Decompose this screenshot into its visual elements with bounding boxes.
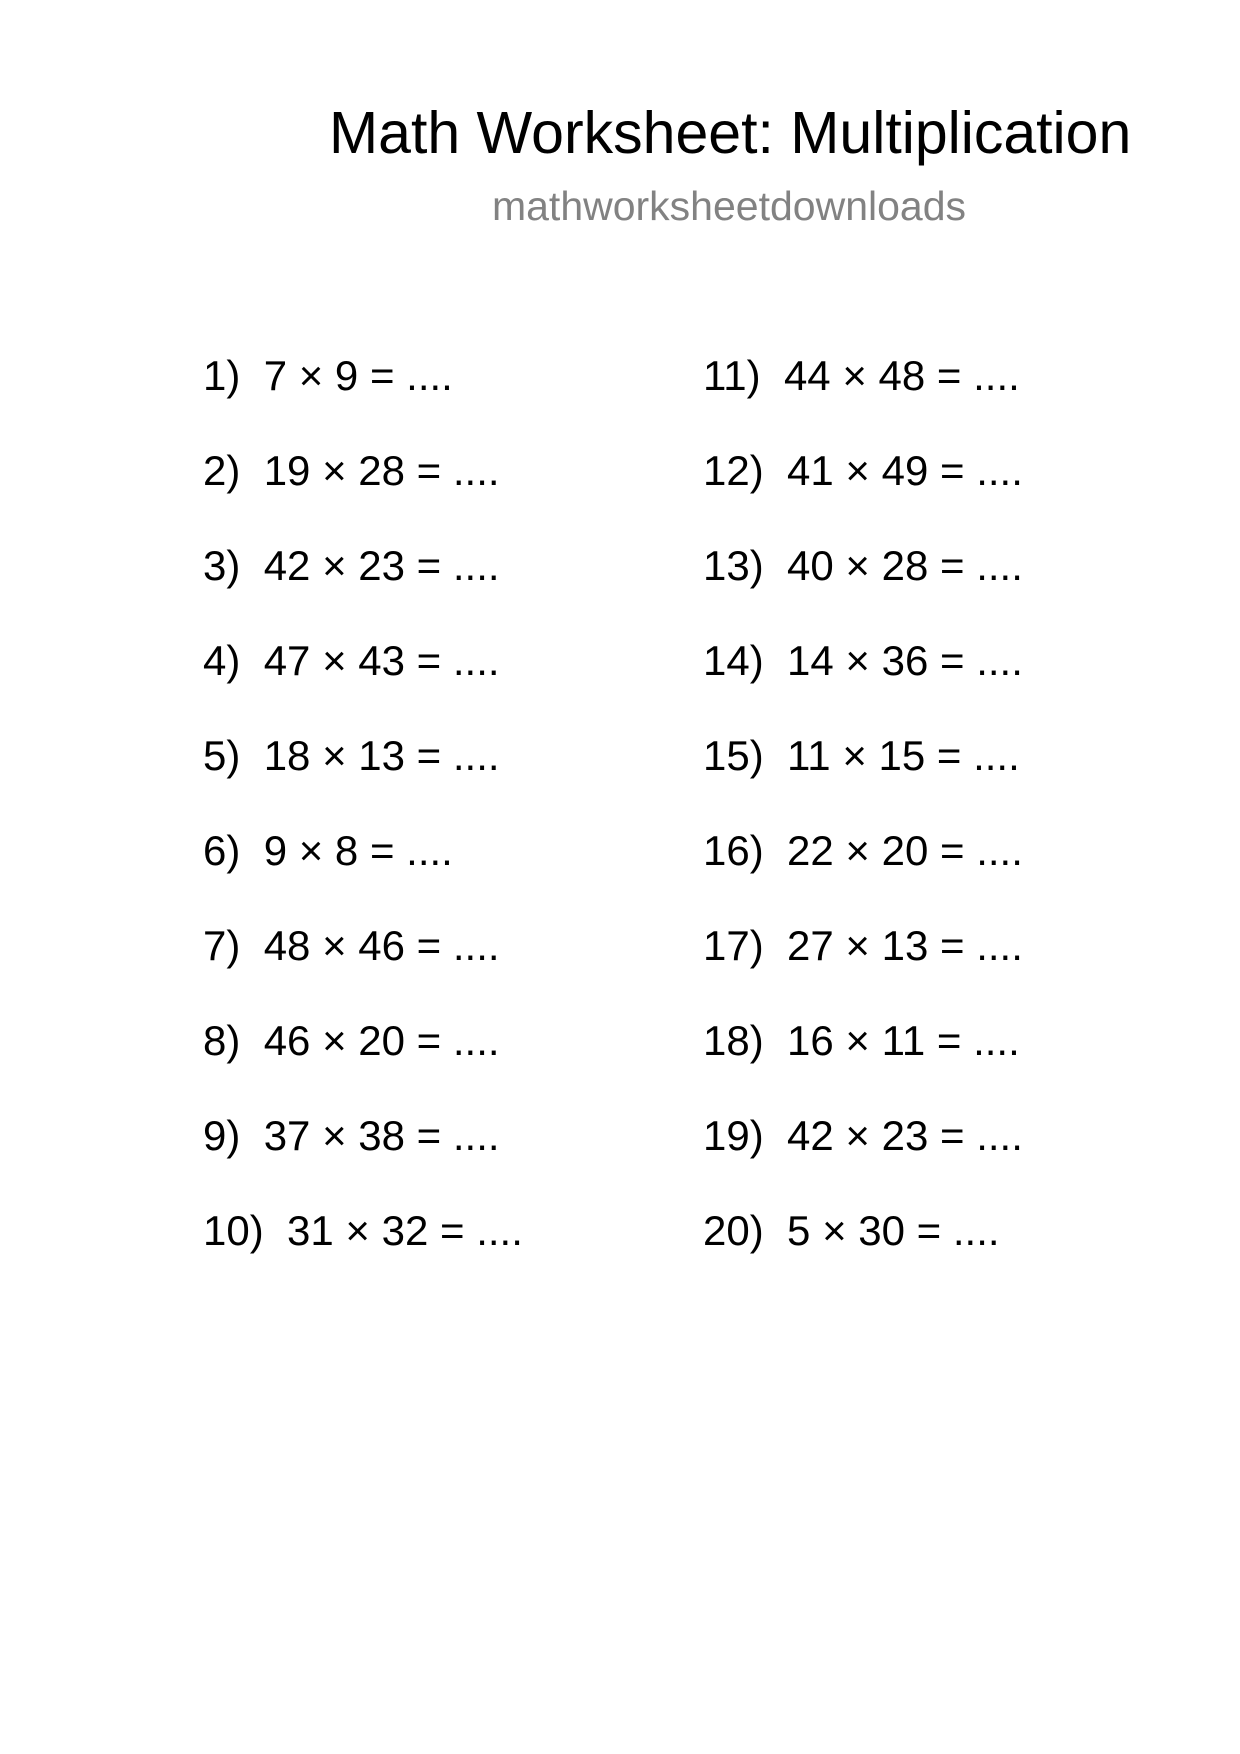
problem-item <box>703 1206 1000 1256</box>
problem-expression: 19 × 28 = .... <box>263 447 500 494</box>
problem-item <box>703 541 1023 591</box>
problem-number: 8) <box>203 1017 241 1064</box>
problem-expression: 18 × 13 = .... <box>263 732 500 779</box>
problem-expression: 47 × 43 = .... <box>263 637 500 684</box>
problem-number: 20) <box>703 1207 764 1254</box>
problem-item <box>203 921 500 971</box>
problem-number: 15) <box>703 732 764 779</box>
problem-number: 4) <box>203 637 241 684</box>
problem-item <box>203 351 453 401</box>
problem-number: 16) <box>703 827 764 874</box>
page-subtitle: mathworksheetdownloads <box>491 183 967 229</box>
problem-number: 9) <box>203 1112 241 1159</box>
problem-expression: 31 × 32 = .... <box>287 1207 523 1254</box>
problem-item <box>203 1206 523 1256</box>
problem-number: 18) <box>703 1017 764 1064</box>
problem-number: 6) <box>203 827 241 874</box>
problem-expression: 42 × 23 = .... <box>787 1112 1023 1159</box>
problem-number: 12) <box>703 447 764 494</box>
problem-expression: 5 × 30 = .... <box>787 1207 1000 1254</box>
problem-item <box>703 1016 1020 1066</box>
page-title: Math Worksheet: Multiplication <box>329 100 1132 166</box>
problem-number: 7) <box>203 922 241 969</box>
problem-item <box>203 1111 500 1161</box>
problem-number: 14) <box>703 637 764 684</box>
problem-number: 10) <box>203 1207 264 1254</box>
problem-item <box>203 636 500 686</box>
problem-item <box>703 1111 1023 1161</box>
problem-number: 5) <box>203 732 241 779</box>
problem-item <box>203 446 500 496</box>
problem-expression: 42 × 23 = .... <box>263 542 500 589</box>
problem-number: 1) <box>203 352 241 399</box>
problem-expression: 44 × 48 = .... <box>783 352 1020 399</box>
problem-expression: 37 × 38 = .... <box>263 1112 500 1159</box>
problem-expression: 46 × 20 = .... <box>263 1017 500 1064</box>
problem-number: 19) <box>703 1112 764 1159</box>
problem-expression: 9 × 8 = .... <box>263 827 453 874</box>
problem-item <box>203 1016 500 1066</box>
problem-item <box>703 921 1023 971</box>
problem-expression: 22 × 20 = .... <box>787 827 1023 874</box>
problem-number: 2) <box>203 447 241 494</box>
problem-number: 3) <box>203 542 241 589</box>
problem-item <box>203 541 500 591</box>
problem-item <box>703 636 1023 686</box>
problem-expression: 40 × 28 = .... <box>787 542 1023 589</box>
problem-expression: 11 × 15 = .... <box>787 732 1020 779</box>
problem-expression: 27 × 13 = .... <box>787 922 1023 969</box>
problem-expression: 48 × 46 = .... <box>263 922 500 969</box>
problem-number: 11) <box>703 352 761 399</box>
problem-item <box>703 351 1020 401</box>
problem-item <box>703 446 1023 496</box>
problem-expression: 7 × 9 = .... <box>263 352 453 399</box>
problem-item <box>703 826 1023 876</box>
problem-expression: 16 × 11 = .... <box>787 1017 1020 1064</box>
problem-number: 17) <box>703 922 764 969</box>
problem-item <box>203 826 453 876</box>
problem-item <box>203 731 500 781</box>
problem-expression: 41 × 49 = .... <box>787 447 1023 494</box>
problem-expression: 14 × 36 = .... <box>787 637 1023 684</box>
problem-number: 13) <box>703 542 764 589</box>
problem-item <box>703 731 1020 781</box>
